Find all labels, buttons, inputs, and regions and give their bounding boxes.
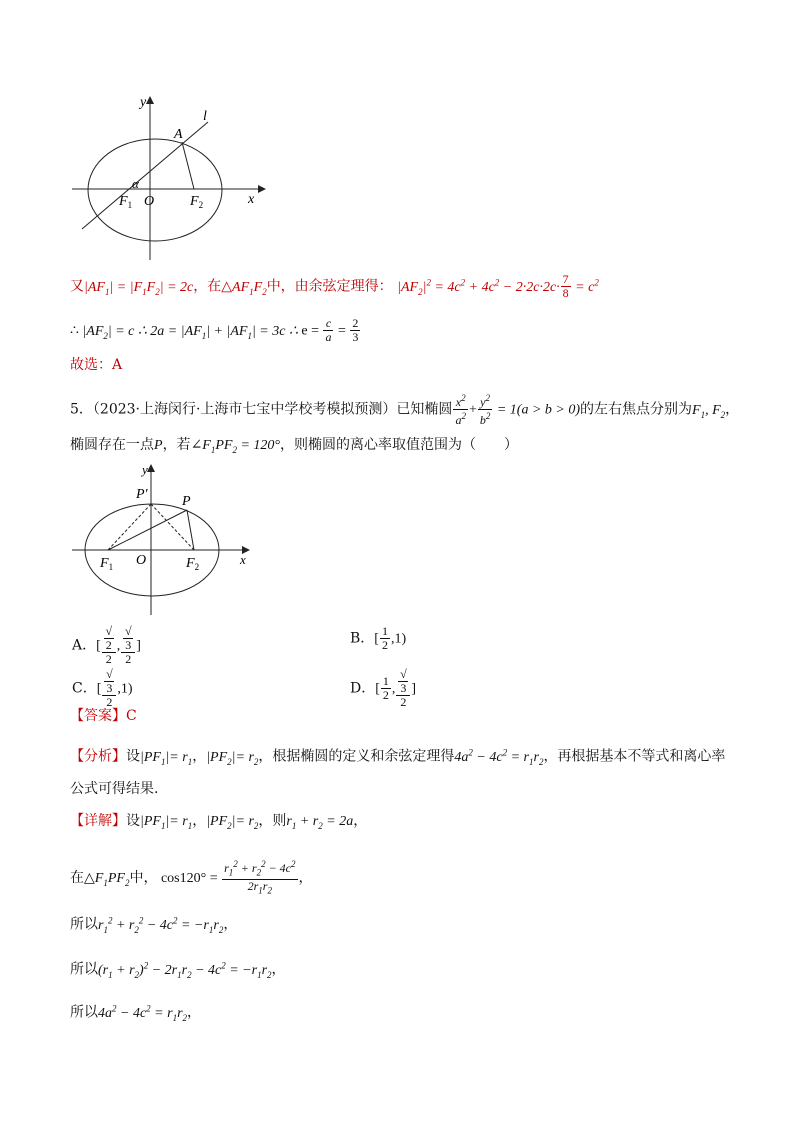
prev-answer: 故选：A [70, 357, 123, 373]
detail-line-1: 【详解】设$|PF_1|= r_1$，$|PF_2|= r_2$，则$r_1 + r_2 = 2a$， [70, 813, 368, 831]
solution-line-cosine: 又$|AF_1| = |F_1F_2| = 2c$，在$\triangle AF_1F_2$中，由余弦定理得： $|AF_2|^2 = 4c^2 + 4c^2 - 2\cdot 2c\cdot 2c\cdot$ $\frac{7}{8}$ = $c^2$ [70, 272, 599, 301]
axis-label-x: x [248, 192, 255, 207]
point-label-A: A [174, 127, 183, 142]
axis-label-y: y [140, 95, 147, 110]
point-label-F1: $F_1$ [119, 194, 133, 210]
figure-ellipse-line [60, 92, 280, 267]
analysis-line-1: 【分析】设$|PF_1|= r_1$，$|PF_2|= r_2$，根据椭圆的定义和余弦定理得$4a^2 - 4c^2 = r_1r_2$，再根据基本不等式和离心率 [70, 747, 726, 767]
solution-line-eccentricity: ∴ $|AF_2| = c$ ∴ $2a = |AF_1| + |AF_1| = 3c$ ∴ e = $\frac{c}{a}$ = $\frac{2}{3}$ [70, 316, 359, 344]
point-label-F2: $F_2$ [190, 194, 204, 210]
point-label-P: P [182, 494, 191, 509]
option-C[interactable]: C．[ √ 3 2 ,1) [72, 667, 133, 709]
question-5-line-2: 椭圆存在一点P，若$\angle F_1PF_2 = 120^\circ$，则椭圆的离心率取值范围为（ ） [70, 437, 519, 455]
line-label-l: l [203, 109, 207, 124]
detail-line-cos: 在$\triangle F_1PF_2$中， cos120° = $\frac{r_1^2 + r_2^2 - 4c^2}{2r_1r_2}$ ， [70, 859, 313, 896]
point-label-P-prime: P′ [136, 487, 148, 502]
detail-line-so-3: 所以$4a^2 - 4c^2 = r_1r_2$， [70, 1003, 202, 1023]
axis-label-y: y [142, 462, 148, 477]
option-B[interactable]: B．[ $\frac{1}{2}$ ,1) [350, 624, 407, 652]
analysis-line-2: 公式可得结果. [70, 781, 159, 797]
detail-line-so-1: 所以$r_1^2 + r_2^2 - 4c^2 = -r_1r_2$， [70, 915, 238, 935]
point-label-O: O [144, 194, 155, 209]
angle-label-alpha: α [132, 176, 139, 191]
question-5-line-1: 5．（2023·上海闵行·上海市七宝中学校考模拟预测）已知椭圆 $\frac{x^2}{a^2}$ + $\frac{y^2}{b^2}$ = 1(a > b > 0)的左右焦点分别为$F_1$, $F_2$， [70, 393, 740, 427]
detail-line-so-2: 所以$(r_1 + r_2)^2 - 2r_1r_2 - 4c^2 = -r_1r_2$， [70, 960, 286, 980]
answer-line: 【答案】C [70, 708, 137, 724]
option-A[interactable]: A．[ √ 2 2 , √ 3 2 ] [72, 624, 141, 666]
point-label-F2: $F_2$ [186, 556, 200, 572]
option-D[interactable]: D．[ $\frac{1}{2}$ , √ 3 2 ] [350, 667, 417, 709]
point-label-F1: $F_1$ [100, 556, 114, 572]
figure-ellipse-point-p [60, 460, 260, 620]
point-label-O: O [136, 553, 147, 568]
axis-label-x: x [240, 552, 246, 567]
